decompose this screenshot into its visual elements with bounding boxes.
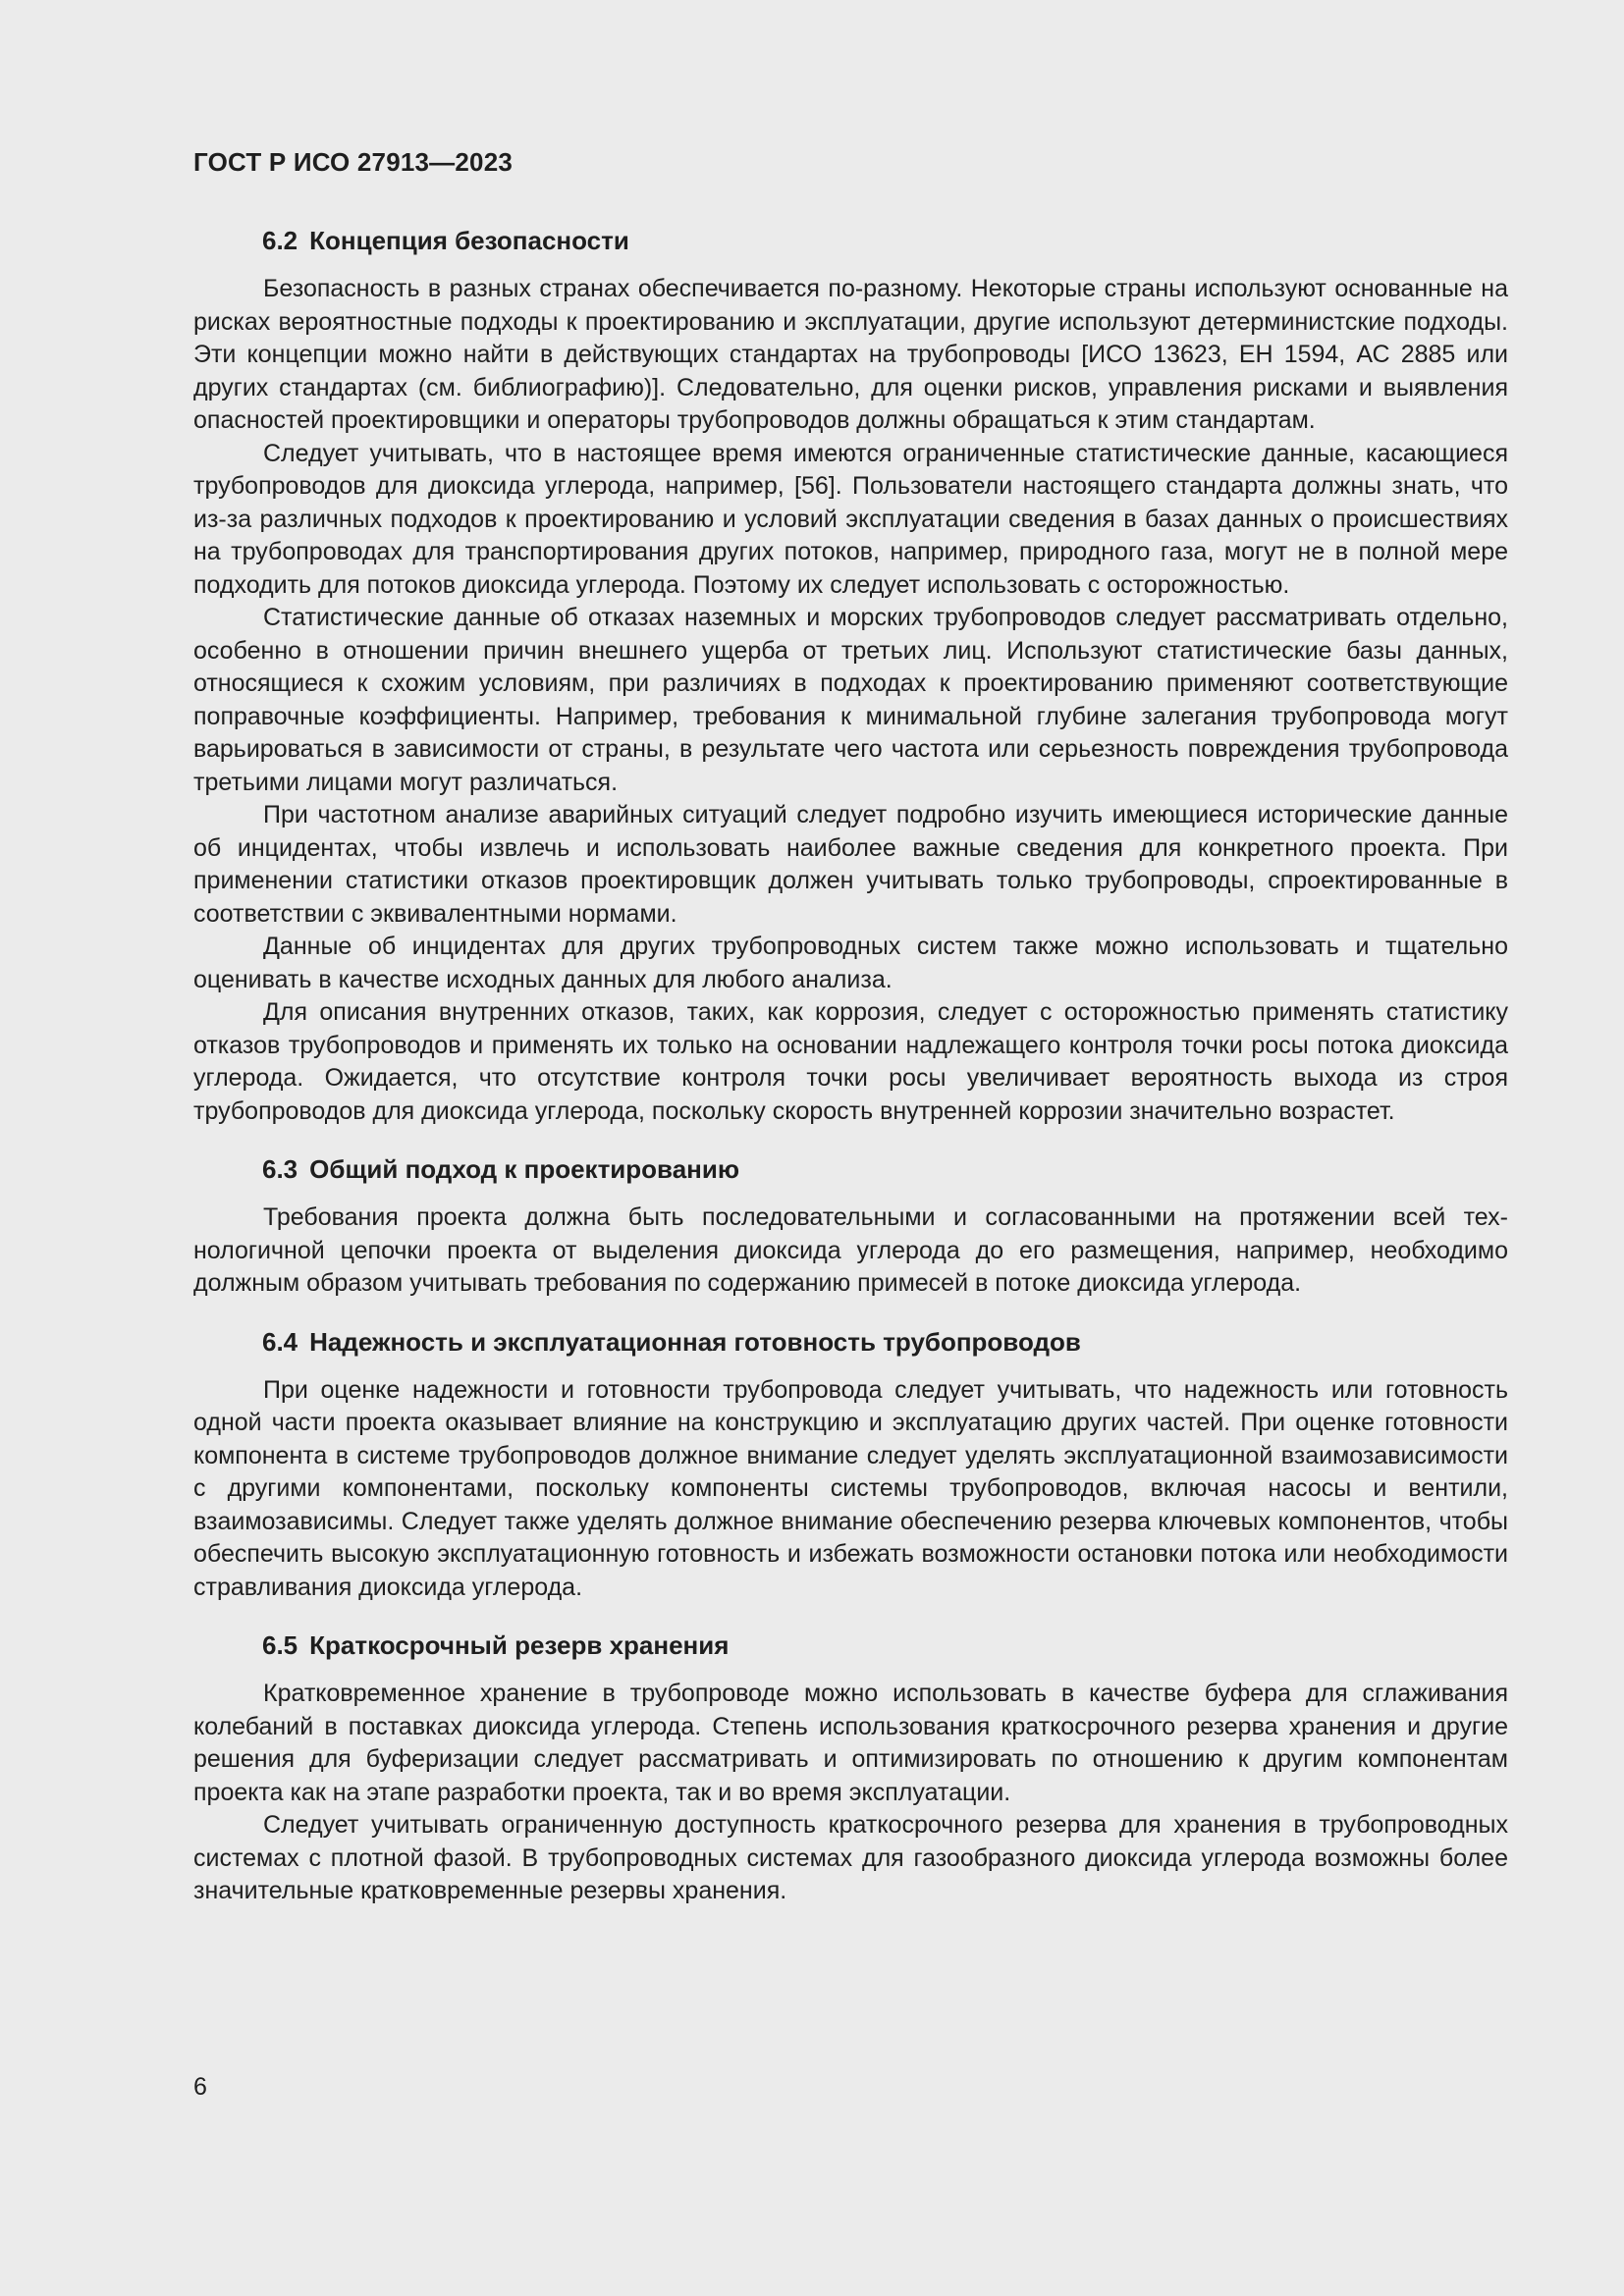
- paragraph: Статистические данные об отказах наземных и морских трубопроводов следует рассматривать отдельно, особенно в отношении причин внешнего ущерба от третьих лиц. Используют статистические базы данных, относящиеся к схожим условиям, при различиях в подходах к проектированию применяют соответствующие поправочные коэффициенты. Например, требования к минимальной глубине залегания трубопровода могут варьироваться в зависимости от страны, в результате чего частота или серьезность повреждения трубопровода третьими лицами могут различаться.: [193, 604, 1508, 796]
- section-number: 6.5: [262, 1630, 298, 1660]
- section-heading: [262, 1153, 1508, 1185]
- paragraph: Безопасность в разных странах обеспечивается по-разному. Некоторые страны используют основанные на рисках вероятностные подходы к проектированию и эксплуатации, другие используют детерминистские подходы. Эти концепции можно найти в действующих стандартах на трубопроводы [ИСО 13623, ЕН 1594, АС 2885 или других стандартах (см. библиографию)]. Следовательно, для оценки рисков, управления рисками и выявления опасностей проектировщики и операторы трубопроводов должны обращаться к этим стандартам.: [193, 275, 1508, 434]
- paragraph: Следует учитывать ограниченную доступность краткосрочного резерва для хранения в трубопроводных системах с плотной фазой. В трубопроводных системах для газообразного диоксида углерода возможны более значительные кратковременные резервы хранения.: [193, 1811, 1508, 1904]
- paragraph: При частотном анализе аварийных ситуаций следует подробно изучить имеющиеся исторические данные об инцидентах, чтобы извлечь и использовать наиболее важные сведения для конкретного проекта. При применении статистики отказов проектировщик должен учитывать только трубопроводы, спроектированные в соответствии с эквивалентными нормами.: [193, 801, 1508, 928]
- section-6-2: [193, 225, 1508, 1128]
- section-number: 6.3: [262, 1154, 298, 1184]
- section-title: Общий подход к проектированию: [309, 1154, 740, 1184]
- paragraph: Следует учитывать, что в настоящее время имеются ограниченные статистические данные, касающиеся трубопроводов для диоксида углерода, например, [56]. Пользователи настоящего стандарта должны знать, что из-за различных подходов к проектированию и условий эксплуатации сведения в базах данных о происшествиях на трубопроводах для транспортирования других потоков, например, природного газа, могут не в полной мере подходить для потоков диоксида углерода. Поэтому их следует использовать с осторожностью.: [193, 439, 1508, 599]
- paragraph: Кратковременное хранение в трубопроводе можно использовать в качестве буфера для сглаживания колебаний в поставках диоксида углерода. Степень использования краткосрочного резерва хранения и другие решения для буферизации следует рассматривать и оптимизировать по отношению к другим компонентам проекта как на этапе разработки проекта, так и во время эксплуатации.: [193, 1680, 1508, 1806]
- section-heading: [262, 225, 1508, 256]
- section-6-4: [193, 1326, 1508, 1605]
- paragraph: Данные об инцидентах для других трубопроводных систем также можно использовать и тщательно оценивать в качестве исходных данных для любого анализа.: [193, 933, 1508, 993]
- paragraph: Для описания внутренних отказов, таких, как коррозия, следует с осторожностью применять статистику отказов трубопроводов и применять их только на основании надлежащего контроля точки росы потока диоксида углерода. Ожидается, что отсутствие контроля точки росы увеличивает вероятность выхода из строя трубопроводов для диоксида углерода, поскольку скорость внутренней коррозии значительно возрастет.: [193, 998, 1508, 1125]
- section-title: Надежность и эксплуатационная готовность трубопроводов: [309, 1326, 1081, 1357]
- section-number: 6.2: [262, 226, 298, 255]
- paragraph: При оценке надежности и готовности трубопровода следует учитывать, что надежность или готовность одной части проекта оказывает влияние на конструкцию и эксплуатацию других частей. При оценке готовности компонента в системе трубопроводов должное внимание следует уделять эксплуатационной взаимозависимости с другими компонентами, поскольку компоненты системы трубопроводов, включая насосы и вентили, взаимозависимы. Следует также уделять должное внимание обеспечению резерва ключевых компонентов, чтобы обеспечить высокую эксплуатационную готовность и избежать возможности остановки потока или необходимости стравливания диоксида углерода.: [193, 1375, 1508, 1601]
- document-page: [193, 147, 1508, 1908]
- section-number: 6.4: [262, 1326, 298, 1357]
- section-6-3: [193, 1153, 1508, 1301]
- section-heading: [262, 1326, 1508, 1358]
- page-number: 6: [193, 2073, 207, 2101]
- section-title: Краткосрочный резерв хранения: [309, 1630, 730, 1660]
- section-6-5: [193, 1629, 1508, 1908]
- document-header: ГОСТ Р ИСО 27913—2023: [193, 147, 514, 177]
- section-title: Концепция безопасности: [309, 226, 629, 255]
- paragraph: Требования проекта должна быть последовательными и согласованными на протяжении всей технологичной цепочки проекта от выделения диоксида углерода до его размещения, например, необходимо должным образом учитывать требования по содержанию примесей в потоке диоксида углерода.: [193, 1203, 1508, 1297]
- section-heading: [262, 1629, 1508, 1661]
